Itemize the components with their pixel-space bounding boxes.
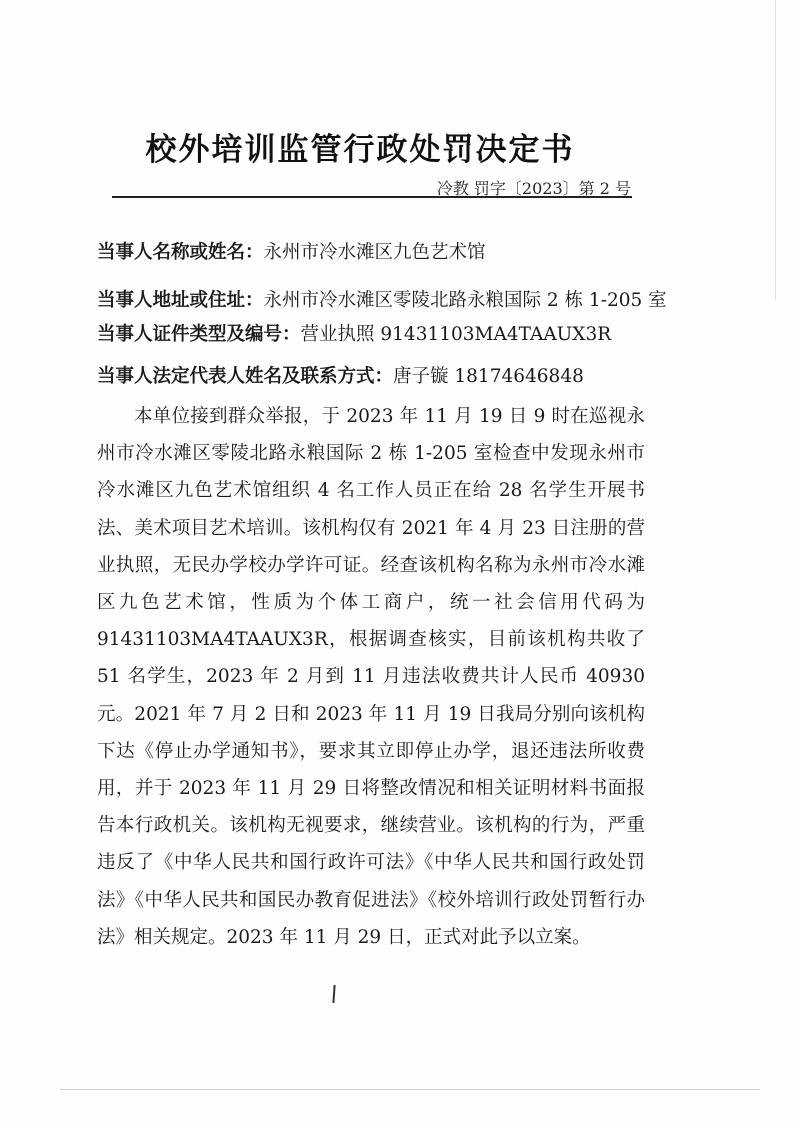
- party-id-label: 当事人证件类型及编号：: [97, 324, 301, 345]
- legal-representative-field: [97, 362, 584, 388]
- party-name-value: 永州市冷水滩区九色艺术馆: [263, 242, 486, 263]
- scan-bottom-line: [60, 1089, 760, 1090]
- legal-representative-label: 当事人法定代表人姓名及联系方式：: [97, 366, 394, 387]
- document-title: 校外培训监管行政处罚决定书: [145, 132, 575, 168]
- title-divider: [112, 196, 632, 198]
- scan-edge-line: [775, 0, 776, 300]
- party-name-label: 当事人名称或姓名：: [97, 242, 264, 263]
- party-id-value: 营业执照 91431103MA4TAAUX3R: [300, 324, 612, 345]
- party-name-field: [97, 238, 486, 264]
- party-id-field: [97, 320, 611, 346]
- party-address-label: 当事人地址或住址：: [97, 290, 264, 311]
- pen-mark: [332, 985, 335, 1003]
- document-number: 冷教 罚字〔2023〕第 2 号: [436, 179, 631, 198]
- case-facts-paragraph: 本单位接到群众举报，于 2023 年 11 月 19 日 9 时在巡视永州市冷水滩区零陵北路永粮国际 2 栋 1-205 室检查中发现永州市冷水滩区九色艺术馆组织 4 名工作人员正在给 28 名学生开展书法、美术项目艺术培训。该机构仅有 2021 年 4 月 23 日注册的营业执照，无民办学校办学许可证。经查该机构名称为永州市冷水滩区九色艺术馆，性质为个体工商户，统一社会信用代码为 91431103MA4TAAUX3R，根据调查核实，目前该机构共收了 51 名学生，2023 年 2 月到 11 月违法收费共计人民币 40930 元。2021 年 7 月 2 日和 2023 年 11 月 19 日我局分别向该机构下达《停止办学通知书》，要求其立即停止办学，退还违法所收费用，并于 2023 年 11 月 29 日将整改情况和相关证明材料书面报告本行政机关。该机构无视要求，继续营业。该机构的行为，严重违反了《中华人民共和国行政许可法》《中华人民共和国行政处罚法》《中华人民共和国民办教育促进法》《校外培训行政处罚暂行办法》相关规定。2023 年 11 月 29 日，正式对此予以立案。: [97, 406, 645, 948]
- party-address-field: [97, 286, 667, 312]
- party-address-value: 永州市冷水滩区零陵北路永粮国际 2 栋 1-205 室: [263, 290, 667, 311]
- legal-representative-value: 唐子镟 18174646848: [393, 366, 584, 387]
